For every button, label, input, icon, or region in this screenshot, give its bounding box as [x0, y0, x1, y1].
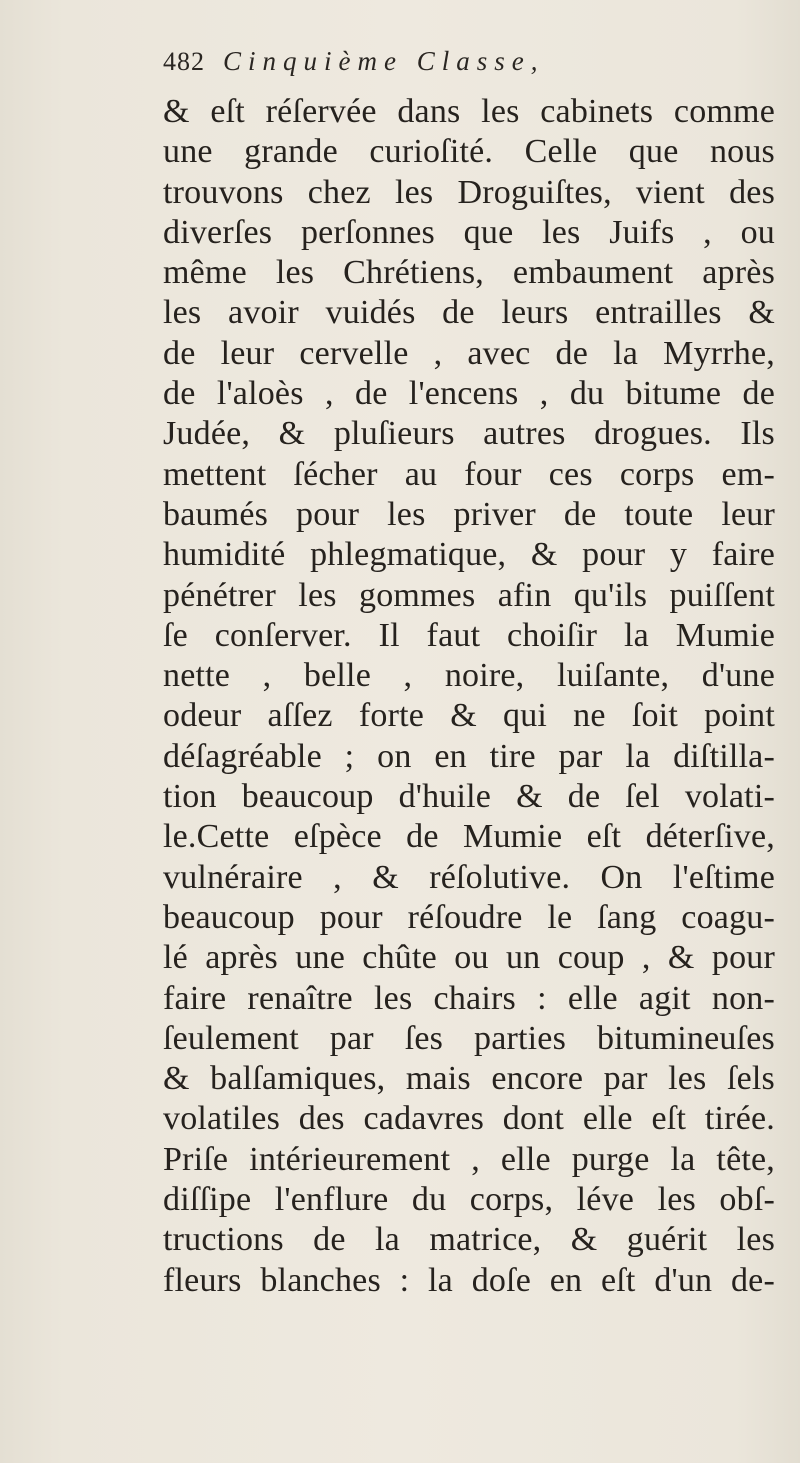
text-line: beaucoup pour réſoudre le ſang coagu- — [163, 898, 775, 936]
text-line: diſſipe l'enflure du corps, léve les obſ- — [163, 1181, 775, 1219]
text-line: ſe conſerver. Il faut choiſir la Mumie — [163, 616, 775, 654]
text-line: même les Chrétiens, embaument après — [163, 254, 775, 292]
body-text — [163, 92, 775, 1301]
text-line: pénétrer les gommes afin qu'ils puiſſent — [163, 576, 775, 614]
text-line: une grande curioſité. Celle que nous — [163, 133, 775, 171]
text-line: fleurs blanches : la doſe en eſt d'un de- — [163, 1261, 775, 1299]
text-line: diverſes perſonnes que les Juifs , ou — [163, 213, 775, 251]
text-line: tructions de la matrice, & guérit les — [163, 1221, 775, 1259]
text-line: vulnéraire , & réſolutive. On l'eſtime — [163, 858, 775, 896]
page-header — [163, 46, 763, 86]
text-line: trouvons chez les Droguiſtes, vient des — [163, 173, 775, 211]
text-line: Judée, & pluſieurs autres drogues. Ils — [163, 415, 775, 453]
text-line: de l'aloès , de l'encens , du bitume de — [163, 375, 775, 413]
text-line: ſeulement par ſes parties bitumineuſes — [163, 1019, 775, 1057]
text-line: lé après une chûte ou un coup , & pour — [163, 939, 775, 977]
text-line: les avoir vuidés de leurs entrailles & — [163, 294, 775, 332]
text-line: mettent ſécher au four ces corps em- — [163, 455, 775, 493]
text-line: volatiles des cadavres dont elle eſt tirée. — [163, 1100, 775, 1138]
running-title: Cinquième Classe, — [223, 46, 545, 76]
text-line: baumés pour les priver de toute leur — [163, 495, 775, 533]
text-line: le.Cette eſpèce de Mumie eſt déterſive, — [163, 818, 775, 856]
text-line: nette , belle , noire, luiſante, d'une — [163, 657, 775, 695]
text-line: odeur aſſez forte & qui ne ſoit point — [163, 697, 775, 735]
text-line: Priſe intérieurement , elle purge la tête, — [163, 1140, 775, 1178]
text-line: humidité phlegmatique, & pour y faire — [163, 536, 775, 574]
text-line: faire renaître les chairs : elle agit non- — [163, 979, 775, 1017]
text-line: de leur cervelle , avec de la Myrrhe, — [163, 334, 775, 372]
text-line: tion beaucoup d'huile & de ſel volati- — [163, 778, 775, 816]
page-number: 482 — [163, 47, 205, 76]
text-line: & balſamiques, mais encore par les ſels — [163, 1060, 775, 1098]
text-line: déſagréable ; on en tire par la diſtilla- — [163, 737, 775, 775]
text-line: & eſt réſervée dans les cabinets comme — [163, 93, 775, 130]
